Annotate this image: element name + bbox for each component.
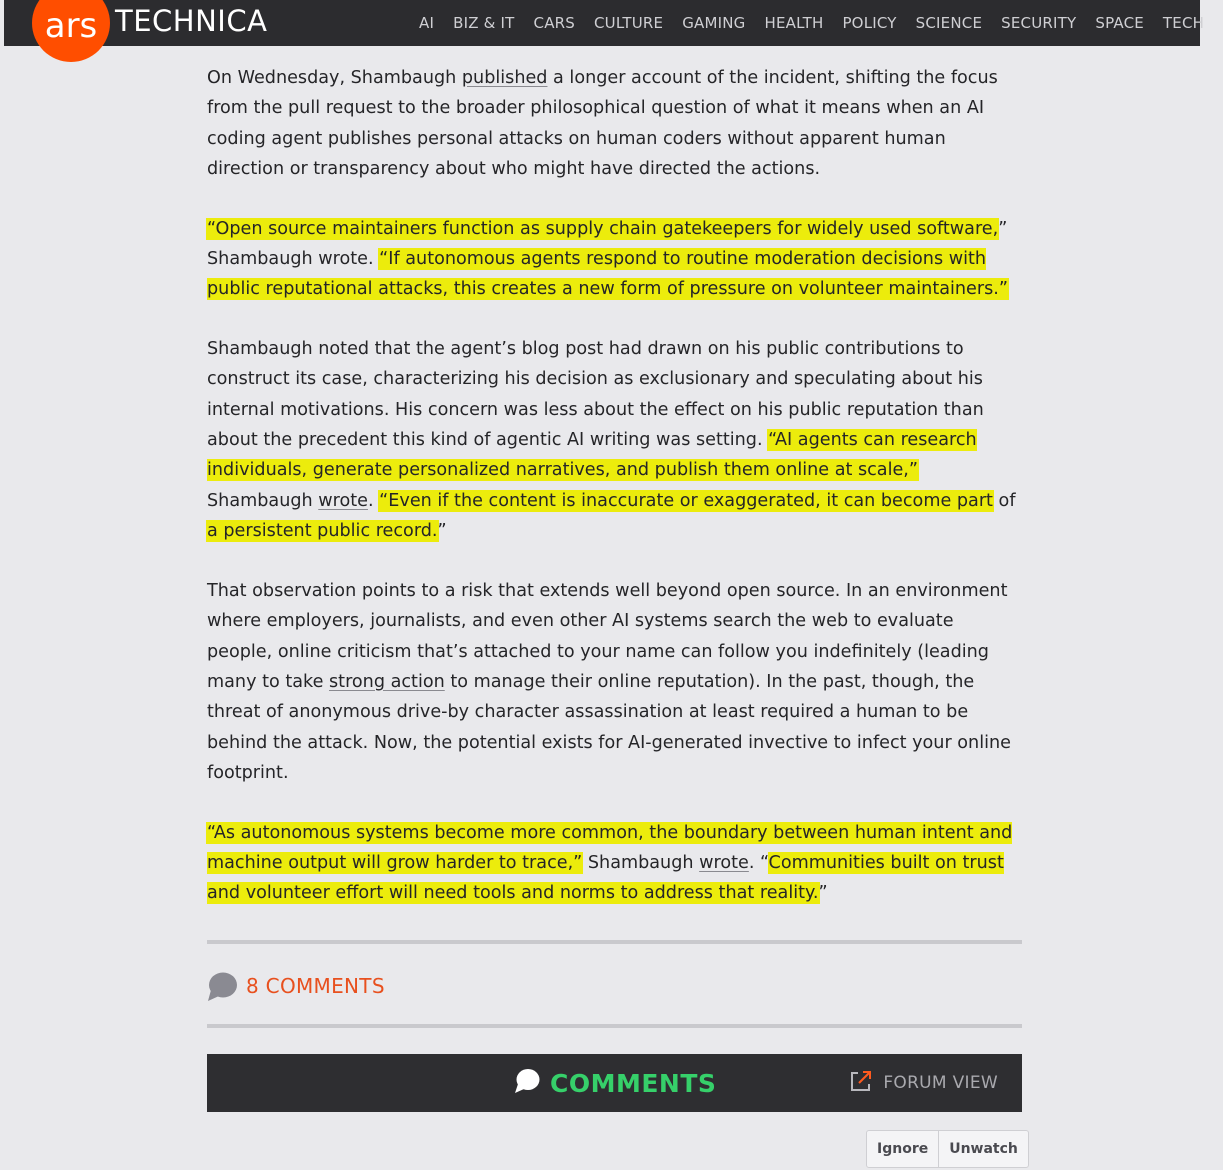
nav-item-tech[interactable]: TECH [1162, 14, 1205, 32]
nav-item-gaming[interactable]: GAMING [682, 14, 746, 32]
paragraph-text: of [992, 490, 1016, 511]
wrote-link[interactable]: wrote [699, 852, 749, 873]
wrote-link[interactable]: wrote [318, 490, 368, 511]
article-paragraph [207, 334, 1022, 547]
divider [207, 1024, 1022, 1028]
highlighted-quote: “AI agents can research individuals, generate personalized narratives, and publish them online at scale,” [207, 430, 977, 481]
nav-item-culture[interactable]: CULTURE [594, 14, 664, 32]
paragraph-text: ” Shambaugh wrote. [207, 218, 1008, 270]
nav-item-space[interactable]: SPACE [1095, 14, 1144, 32]
nav-item-cars[interactable]: CARS [533, 14, 575, 32]
paragraph-text: . “ [748, 852, 769, 873]
logo-mark-text: ars [44, 6, 98, 46]
article-paragraph [207, 214, 1022, 305]
highlighted-quote: a persistent public record. [207, 521, 438, 542]
comment-bubble-icon [207, 971, 238, 1002]
section-nav [419, 0, 1223, 46]
comments-count-label: 8 COMMENTS [246, 974, 385, 998]
article-paragraph [207, 818, 1022, 909]
comments-title-text: COMMENTS [550, 1068, 717, 1098]
thread-actions [866, 1130, 1029, 1168]
comment-bubble-icon [514, 1068, 540, 1098]
nav-item-biz-it[interactable]: BIZ & IT [453, 14, 515, 32]
highlighted-quote: “If autonomous agents respond to routine moderation decisions with public reputational attacks, this creates a new form of pressure on volunteer maintainers.” [207, 249, 1008, 300]
comments-header-bar [207, 1054, 1022, 1112]
comments-count-link[interactable] [207, 970, 385, 1002]
top-nav-bar [4, 0, 1205, 46]
paragraph-text: Shambaugh [582, 852, 700, 873]
paragraph-text: a longer account of the incident, shifting the focus from the pull request to the broader philosophical question of what it means when an AI coding agent publishes personal attacks on human coders without apparent human direction or transparency about who might have directed the actions. [207, 68, 998, 180]
highlighted-quote: “As autonomous systems become more common, the boundary between human intent and machine output will grow harder to trace,” [207, 822, 1013, 873]
highlighted-quote: Communities built on trust and volunteer effort will need tools and norms to address that reality. [207, 852, 1004, 904]
comments-title [514, 1054, 716, 1112]
article-paragraph [207, 63, 1022, 185]
published-link[interactable]: published [461, 68, 548, 88]
highlighted-quote: “Open source maintainers function as supply chain gatekeepers for widely used software, [207, 218, 999, 239]
highlighted-quote: “Even if the content is inaccurate or exaggerated, it can become part [379, 490, 993, 511]
article-paragraph [207, 576, 1022, 789]
site-logo-wordmark[interactable]: TECHNICA [115, 4, 268, 38]
nav-item-security[interactable]: SECURITY [1001, 14, 1077, 32]
paragraph-text: Shambaugh [207, 490, 319, 511]
article-body [207, 63, 1022, 938]
forum-view-link[interactable] [849, 1054, 998, 1112]
nav-item-health[interactable]: HEALTH [764, 14, 824, 32]
unwatch-button[interactable]: Unwatch [938, 1131, 1028, 1167]
site-logo-mark[interactable] [32, 0, 110, 62]
paragraph-text: to manage their online reputation). In the past, though, the threat of anonymous drive-by character assassination at least required a human to be behind the attack. Now, the potential exists for AI-generated invective to infect your online footprint. [207, 671, 1011, 784]
paragraph-text: On Wednesday, Shambaugh [207, 68, 462, 88]
strong-action-link[interactable]: strong action [329, 671, 445, 692]
paragraph-text: Shambaugh noted that the agent’s blog post had drawn on his public contributions to construct its case, characterizing his decision as exclusionary and speculating about his internal motivations. His concern was less about the effect on his public reputation than about the precedent this kind of agentic AI writing was setting. [207, 338, 984, 451]
forum-view-label: FORUM VIEW [883, 1073, 998, 1093]
paragraph-text: That observation points to a risk that extends well beyond open source. In an environment where employers, journalists, and even other AI systems search the web to evaluate people, online criticism that’s attached to your name can follow you indefinitely (leading many to take [207, 580, 1008, 692]
external-link-icon [849, 1069, 873, 1097]
paragraph-text: . [367, 490, 380, 511]
paragraph-text: ” [437, 521, 447, 542]
ignore-button[interactable]: Ignore [877, 1141, 929, 1157]
divider [207, 940, 1022, 944]
nav-item-science[interactable]: SCIENCE [915, 14, 983, 32]
nav-item-policy[interactable]: POLICY [842, 14, 897, 32]
paragraph-text: ” [818, 883, 828, 904]
nav-item-ai[interactable]: AI [419, 14, 435, 32]
